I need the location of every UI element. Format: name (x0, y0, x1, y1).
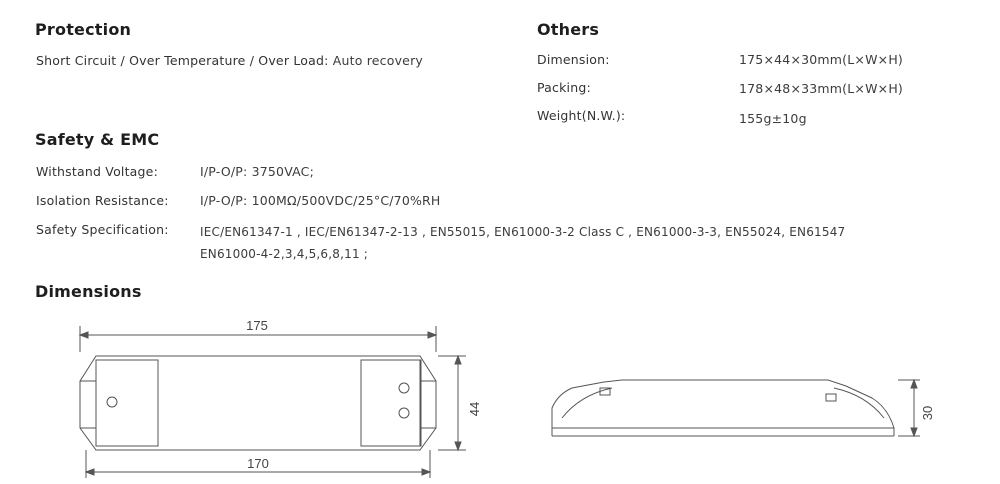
side-view-detail (562, 388, 612, 418)
left-terminal-cover (96, 360, 158, 446)
safety-heading: Safety & EMC (35, 130, 160, 149)
others-weight-value: 155g±10g (739, 111, 807, 126)
safety-withstand-value: I/P-O/P: 3750VAC; (200, 164, 315, 179)
arrow-right-icon (428, 332, 436, 338)
others-dimension-label: Dimension: (537, 52, 610, 67)
screw-hole-icon (107, 397, 117, 407)
others-packing-label: Packing: (537, 80, 591, 95)
dim-44-label: 44 (467, 401, 482, 417)
safety-spec-value-line2: EN61000-4-2,3,4,5,6,8,11 ; (200, 247, 369, 261)
protection-heading: Protection (35, 20, 132, 39)
screw-hole-icon (399, 408, 409, 418)
others-weight-label: Weight(N.W.): (537, 108, 626, 123)
dim-175-label: 175 (246, 318, 268, 333)
arrow-right-icon (422, 469, 430, 475)
protection-item-value: Auto recovery (332, 53, 424, 68)
safety-spec-value: IEC/EN61347-1 , IEC/EN61347-2-13 , EN55015, EN61000-3-2 Class C , EN61000-3-3, EN55024, EN61547 (200, 225, 846, 239)
dim-170-label: 170 (247, 456, 269, 471)
others-packing-value: 178×48×33mm(L×W×H) (739, 81, 903, 96)
screw-hole-icon (399, 383, 409, 393)
arrow-down-icon (911, 428, 917, 436)
safety-spec-label: Safety Specification: (36, 222, 169, 237)
others-heading: Others (537, 20, 600, 39)
arrow-up-icon (911, 380, 917, 388)
arrow-left-icon (86, 469, 94, 475)
side-view-detail (826, 394, 836, 401)
safety-isolation-label: Isolation Resistance: (36, 193, 169, 208)
arrow-left-icon (80, 332, 88, 338)
dimensions-heading: Dimensions (35, 282, 142, 301)
dim-30-label: 30 (920, 405, 935, 421)
others-dimension-value: 175×44×30mm(L×W×H) (739, 52, 903, 67)
side-view-outline (552, 380, 894, 428)
protection-item-label: Short Circuit / Over Temperature / Over Load: (36, 53, 329, 68)
arrow-up-icon (455, 356, 461, 364)
top-view-outline (80, 356, 436, 450)
safety-withstand-label: Withstand Voltage: (36, 164, 158, 179)
safety-isolation-value: I/P-O/P: 100MΩ/500VDC/25°C/70%RH (200, 193, 441, 208)
right-terminal-cover (361, 360, 421, 446)
arrow-down-icon (455, 442, 461, 450)
